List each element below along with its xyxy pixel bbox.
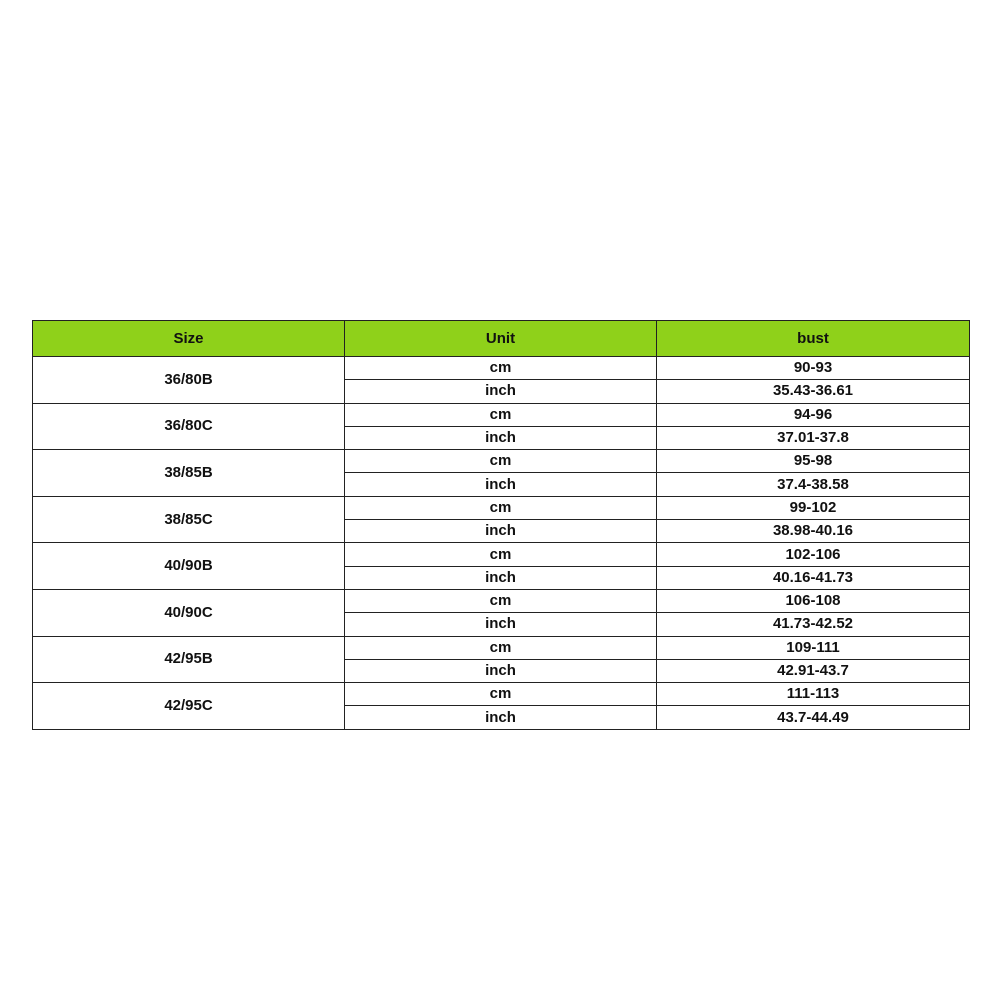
- size-cell: 38/85C: [33, 496, 345, 543]
- header-row: [33, 321, 970, 357]
- bust-cell-cm: 102-106: [657, 543, 970, 566]
- unit-cell-cm: cm: [345, 636, 657, 659]
- unit-cell-cm: cm: [345, 589, 657, 612]
- unit-cell-cm: cm: [345, 496, 657, 519]
- size-cell: 36/80C: [33, 403, 345, 450]
- unit-cell-inch: inch: [345, 613, 657, 636]
- table-row: [33, 450, 970, 473]
- bust-cell-inch: 43.7-44.49: [657, 706, 970, 729]
- unit-cell-inch: inch: [345, 659, 657, 682]
- table-row: [33, 357, 970, 380]
- bust-cell-inch: 40.16-41.73: [657, 566, 970, 589]
- bust-cell-cm: 106-108: [657, 589, 970, 612]
- unit-cell-inch: inch: [345, 566, 657, 589]
- bust-cell-inch: 41.73-42.52: [657, 613, 970, 636]
- bust-cell-inch: 38.98-40.16: [657, 520, 970, 543]
- size-cell: 38/85B: [33, 450, 345, 497]
- table-header: [33, 321, 970, 357]
- bust-cell-cm: 109-111: [657, 636, 970, 659]
- bust-cell-inch: 37.01-37.8: [657, 426, 970, 449]
- unit-cell-inch: inch: [345, 426, 657, 449]
- bust-cell-cm: 94-96: [657, 403, 970, 426]
- unit-cell-cm: cm: [345, 357, 657, 380]
- unit-cell-inch: inch: [345, 473, 657, 496]
- unit-cell-inch: inch: [345, 520, 657, 543]
- bust-cell-inch: 42.91-43.7: [657, 659, 970, 682]
- bust-cell-inch: 35.43-36.61: [657, 380, 970, 403]
- bust-cell-cm: 99-102: [657, 496, 970, 519]
- size-cell: 40/90C: [33, 589, 345, 636]
- header-size: Size: [33, 321, 345, 357]
- header-bust: bust: [657, 321, 970, 357]
- size-cell: 40/90B: [33, 543, 345, 590]
- table-body: [33, 357, 970, 730]
- table-row: [33, 636, 970, 659]
- table-row: [33, 403, 970, 426]
- unit-cell-cm: cm: [345, 450, 657, 473]
- bust-cell-cm: 95-98: [657, 450, 970, 473]
- unit-cell-inch: inch: [345, 706, 657, 729]
- unit-cell-inch: inch: [345, 380, 657, 403]
- bust-cell-cm: 111-113: [657, 683, 970, 706]
- header-unit: Unit: [345, 321, 657, 357]
- size-cell: 42/95B: [33, 636, 345, 683]
- unit-cell-cm: cm: [345, 403, 657, 426]
- size-cell: 42/95C: [33, 683, 345, 730]
- unit-cell-cm: cm: [345, 543, 657, 566]
- unit-cell-cm: cm: [345, 683, 657, 706]
- bust-cell-inch: 37.4-38.58: [657, 473, 970, 496]
- size-cell: 36/80B: [33, 357, 345, 404]
- table-row: [33, 589, 970, 612]
- size-chart-table: [32, 320, 970, 730]
- bust-cell-cm: 90-93: [657, 357, 970, 380]
- table-row: [33, 543, 970, 566]
- table-row: [33, 496, 970, 519]
- table-row: [33, 683, 970, 706]
